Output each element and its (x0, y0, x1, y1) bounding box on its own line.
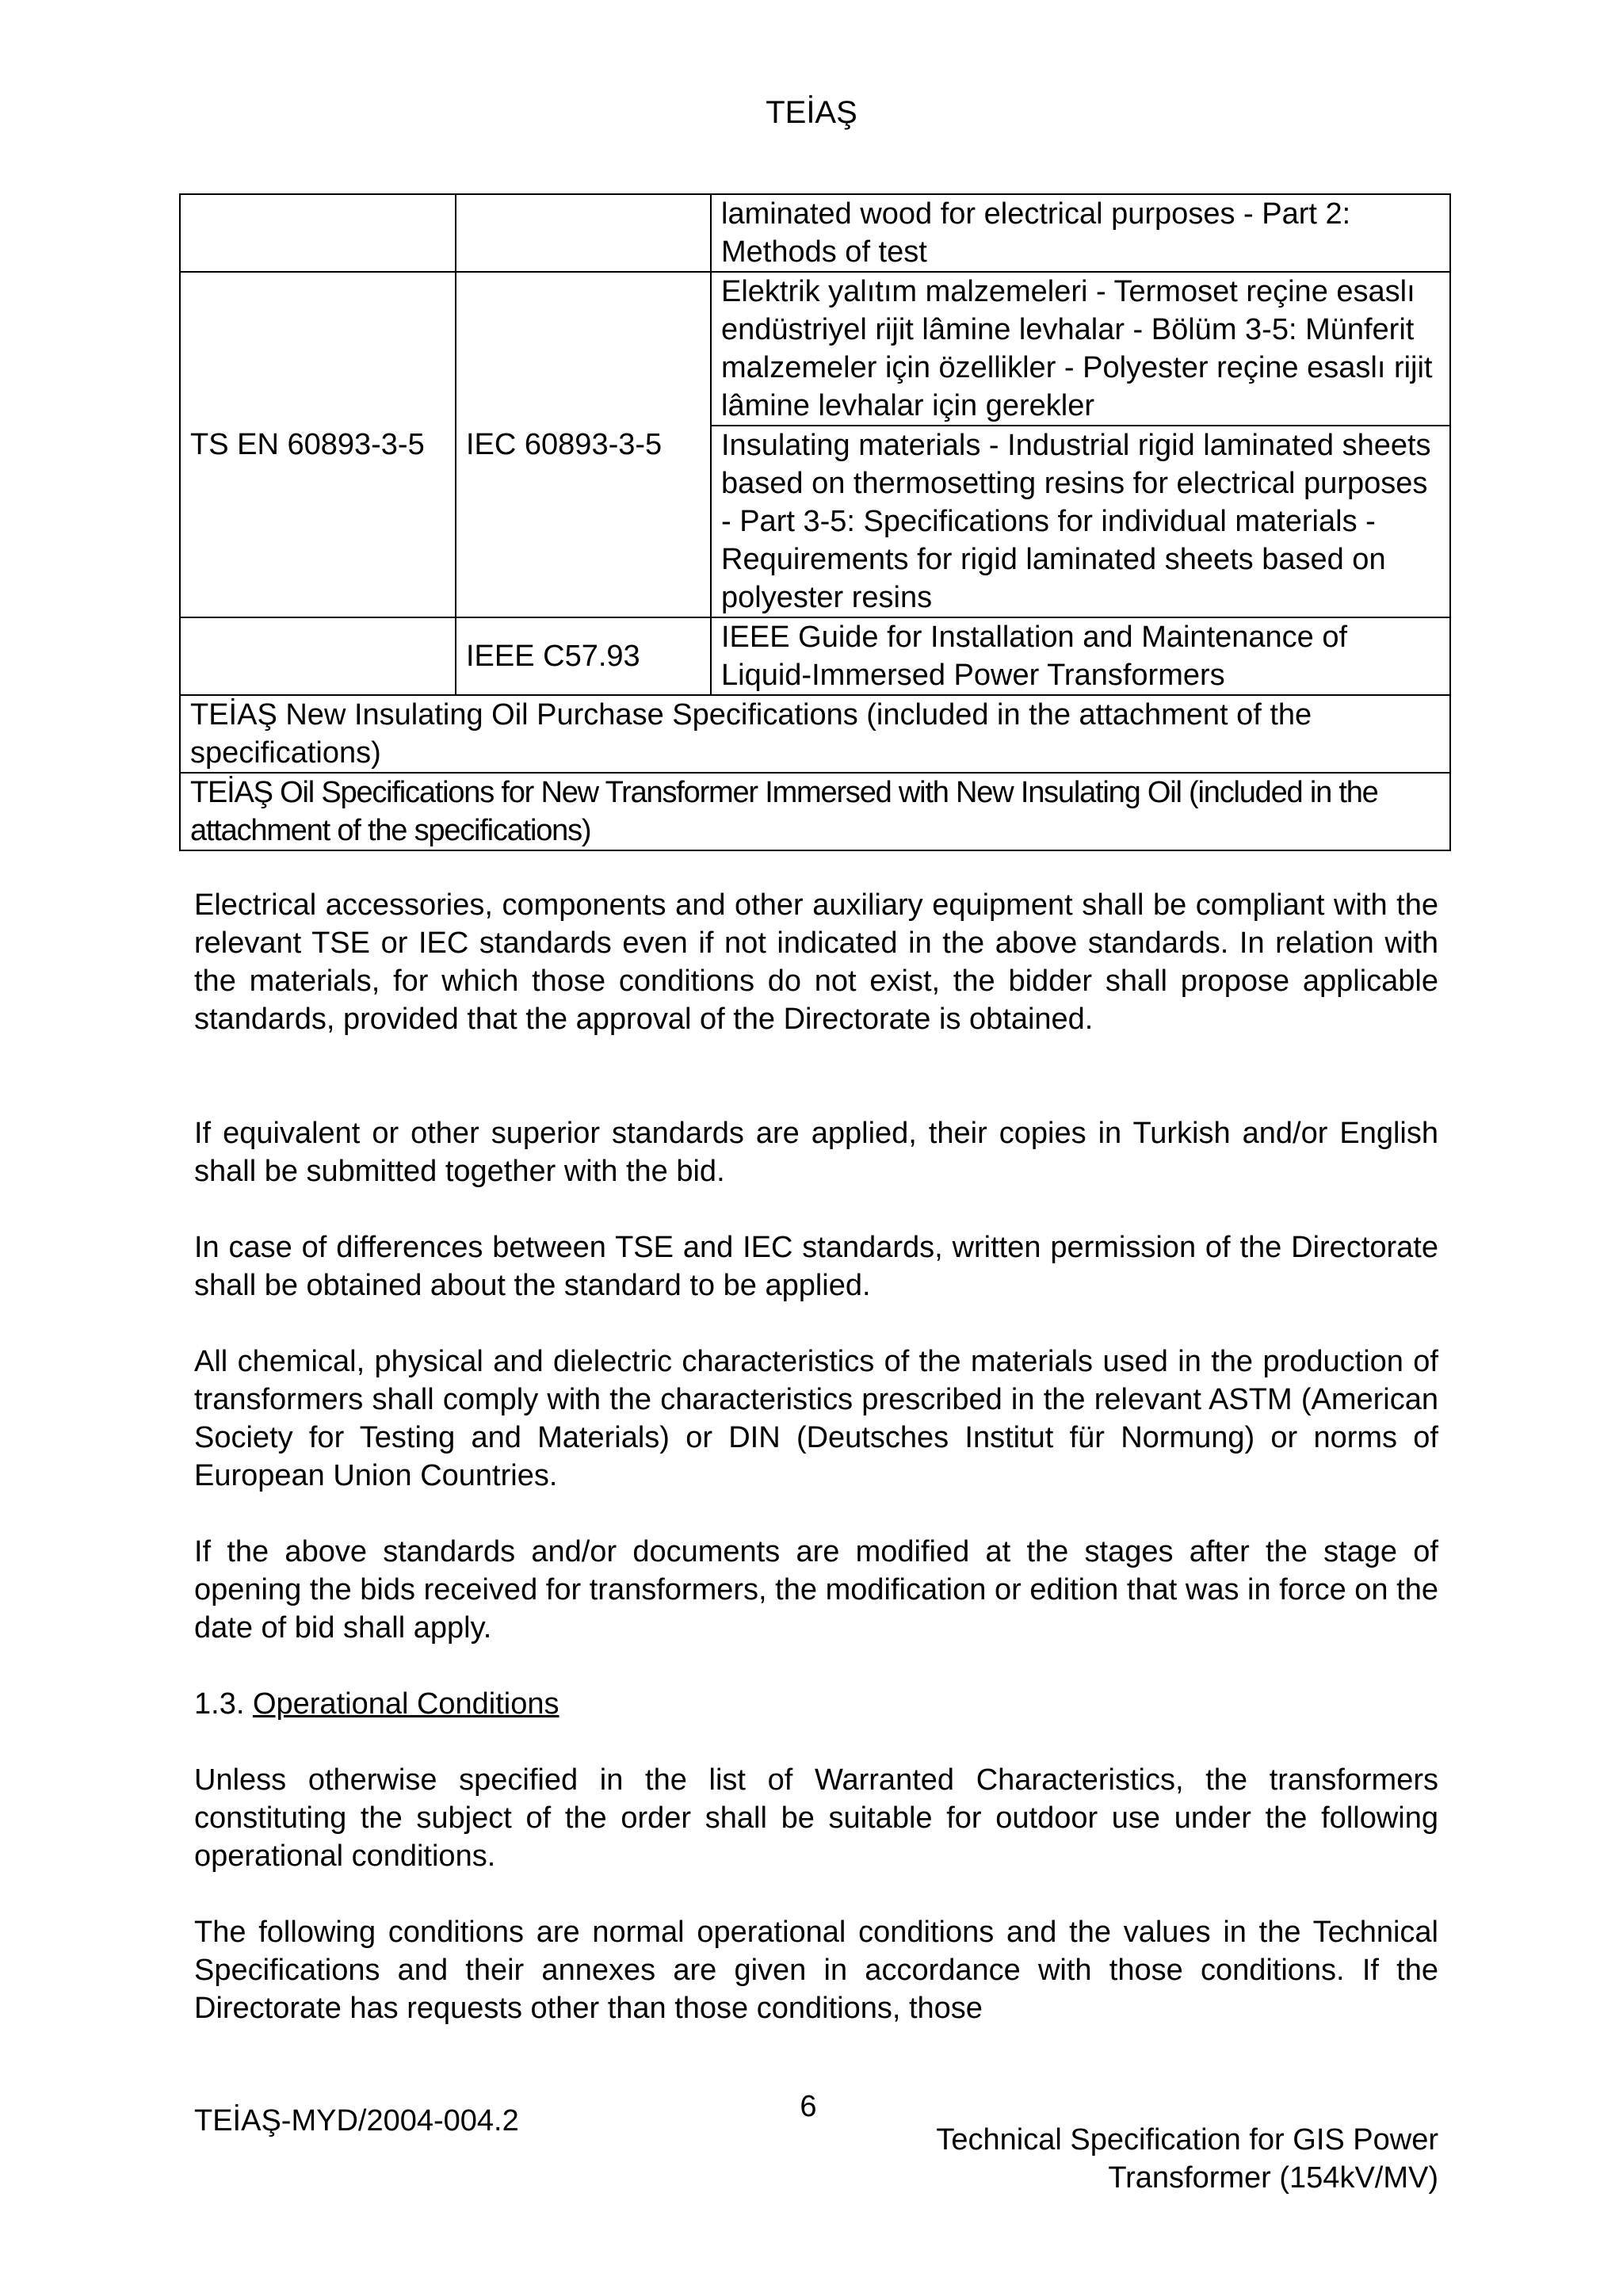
footer-page-number: 6 (800, 2090, 817, 2123)
oil-spec-new-transformer: TEİAŞ Oil Specifications for New Transformer Immersed with New Insulating Oil (included in the attachment of the specifications) (180, 773, 1450, 850)
table-row (180, 194, 1450, 272)
paragraph: The following conditions are normal operational conditions and the values in the Technical Specifications and their annexes are given in accordance with those conditions. If the Directorate has requests other than those conditions, those (194, 1916, 1438, 2025)
standard-description-english: Insulating materials - Industrial rigid laminated sheets based on thermosetting resins for electrical purposes - Part 3-5: Specifications for individual materials - Requirements for rigid laminated sheets based on polyester resins (711, 426, 1450, 617)
paragraph: Unless otherwise specified in the list of Warranted Characteristics, the transformers constituting the subject of the order shall be suitable for outdoor use under the following operational conditions. (194, 1763, 1438, 1873)
oil-purchase-spec: TEİAŞ New Insulating Oil Purchase Specifications (included in the attachment of the specifications) (180, 695, 1450, 773)
footer-spec-line: Transformer (154kV/MV) (1108, 2161, 1438, 2195)
table-row (180, 695, 1450, 773)
footer-spec-title (804, 2121, 1438, 2197)
paragraph: If equivalent or other superior standards are applied, their copies in Turkish and/or English shall be submitted together with the bid. (194, 1117, 1438, 1188)
table-row (180, 773, 1450, 850)
paragraph: In case of differences between TSE and IEC standards, written permission of the Directorate shall be obtained about the standard to be applied. (194, 1231, 1438, 1302)
section-title: Operational Conditions (252, 1687, 559, 1721)
paragraph: All chemical, physical and dielectric characteristics of the materials used in the production of transformers shall comply with the characteristics prescribed in the relevant ASTM (American Society for Testing and Materials) or DIN (Deutsches Institut für Normung) or norms of European Union Countries. (194, 1345, 1438, 1492)
paragraph: If the above standards and/or documents are modified at the stages after the stage of opening the bids received for transformers, the modification or edition that was in force on the date of bid shall apply. (194, 1535, 1438, 1645)
section-number: 1.3. (194, 1687, 245, 1721)
table-cell-empty (456, 194, 711, 272)
standard-description: IEEE Guide for Installation and Maintenance of Liquid-Immersed Power Transformers (711, 617, 1450, 695)
section-heading (194, 1685, 1438, 1723)
table-cell-empty (180, 194, 456, 272)
standard-description: laminated wood for electrical purposes - Part 2: Methods of test (711, 194, 1450, 272)
footer-doc-code: TEİAŞ-MYD/2004-004.2 (194, 2104, 519, 2137)
footer-spec-line: Technical Specification for GIS Power (936, 2123, 1438, 2157)
iec-standard-code: IEC 60893-3-5 (456, 272, 711, 617)
standards-table (179, 193, 1451, 851)
paragraph: Electrical accessories, components and other auxiliary equipment shall be compliant with the relevant TSE or IEC standards even if not indicated in the above standards. In relation with the materials, for which those conditions do not exist, the bidder shall propose applicable standards, provided that the approval of the Directorate is obtained. (194, 888, 1438, 1036)
page-header-title: TEİAŞ (766, 95, 857, 130)
ts-standard-code: TS EN 60893-3-5 (180, 272, 456, 617)
table-row (180, 272, 1450, 426)
ieee-standard-code: IEEE C57.93 (456, 617, 711, 695)
table-cell-empty (180, 617, 456, 695)
table-row (180, 617, 1450, 695)
standard-description-turkish: Elektrik yalıtım malzemeleri - Termoset reçine esaslı endüstriyel rijit lâmine levhalar - Bölüm 3-5: Münferit malzemeler için özellikler - Polyester reçine esaslı rijit lâmine levhalar için gerekler (711, 272, 1450, 426)
